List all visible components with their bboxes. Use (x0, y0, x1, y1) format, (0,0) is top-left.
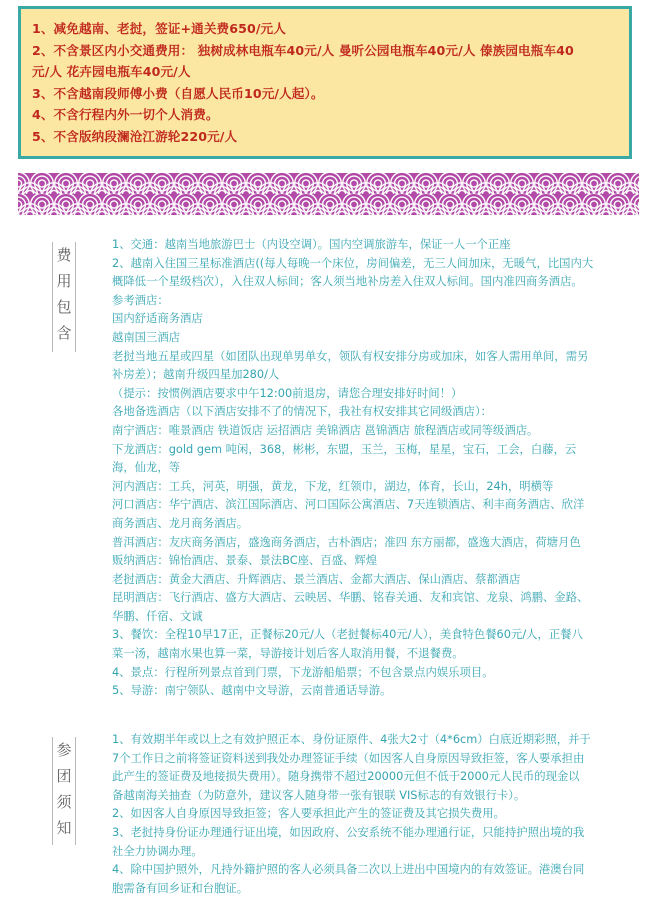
notice-box (18, 6, 632, 159)
fee-line: 河口酒店：华宁酒店、滨江国际酒店、河口国际公寓酒店、7天连锁酒店、利丰商务酒店、欣洋 (112, 497, 585, 512)
fee-line: 4、景点：行程所列景点首到门票，下龙游船船票；不包含景点内娱乐项目。 (112, 664, 494, 679)
notes-line: 3、老挝持身份证办理通行证出境，如因政府、公安系统不能办理通行证，只能持护照出境的我 (112, 824, 585, 839)
fee-line: 华鹏、仟宿、文诚 (112, 608, 203, 623)
fee-line: 补房差）；越南升级四星加280/人 (112, 367, 280, 382)
notes-line: 1、有效期半年或以上之有效护照正本、身份证原件、4张大2寸（4*6cm）白底近期彩照，并于 (112, 732, 591, 746)
fee-line: 2、越南入住国三星标准酒店((每人每晚一个床位，房间偏差，无三人间加床，无暖气，比国内大 (112, 255, 594, 270)
tour-notes-label (52, 737, 76, 845)
notice-line: 3、不含越南段师傅小费（自愿人民币10元/人起）。 (32, 85, 324, 101)
fee-line: 下龙酒店：gold gem 吨闲，368，彬彬，东盟，玉兰，玉梅，星星，宝石，工会，白藤，云 (112, 441, 577, 456)
notes-line: 7个工作日之前将签证资料送到我处办理签证手续（如因客人自身原因导致拒签，客人要承担由 (112, 750, 585, 765)
fee-line: 1、交通：越南当地旅游巴士（内设空调）。国内空调旅游车，保证一人一个正座 (112, 237, 511, 251)
fee-line: 3、餐饮：全程10早17正，正餐标20元/人（老挝餐标40元/人），美食特色餐60元/人，正餐八 (112, 627, 583, 642)
fee-line: 越南国三酒店 (112, 329, 181, 344)
fee-line: 昆明酒店：飞行酒店、盛方大酒店、云映居、华鹏、铭春关通、友和宾馆、龙泉、鸿鹏、金路、 (112, 590, 589, 605)
notes-line: 胞需备有回乡证和台胞证。 (112, 880, 249, 895)
notes-line: 此产生的签证费及地接损失费用）。随身携带不超过20000元但不低于2000元人民币的现金以 (112, 769, 580, 784)
fee-line: 参考酒店： (112, 292, 169, 307)
fee-line: 老挝酒店：黄金大酒店、升辉酒店、景兰酒店、金都大酒店、保山酒店、蔡都酒店 (112, 571, 521, 586)
label-char: 含 (56, 324, 72, 342)
label-char: 须 (56, 793, 72, 811)
notes-line: 4、除中国护照外，凡持外籍护照的客人必须具备二次以上进出中国境内的有效签证。港澳台同 (112, 862, 585, 877)
fee-line: 菜一汤，越南水果也算一菜，导游接计划后客人取消用餐，不退餐费。 (112, 646, 464, 661)
label-char: 用 (56, 272, 72, 290)
label-char: 包 (56, 298, 72, 316)
fee-included-label (52, 242, 76, 352)
fee-line: 国内舒适商务酒店 (112, 311, 203, 326)
fee-line: 河内酒店：工兵，河英，明强，黄龙，下龙，红领巾，湖边，体育，长山，24h，明横等 (112, 478, 554, 493)
notes-line: 2、如因客人自身原因导致拒签；客人要承担此产生的签证费及其它损失费用。 (112, 806, 505, 821)
label-char: 参 (56, 741, 72, 759)
fee-line: 老挝当地五星或四星（如团队出现单男单女，领队有权安排分房或加床，如客人需用单间，需另 (112, 348, 589, 363)
tour-notes-text (112, 730, 645, 897)
label-char: 知 (56, 819, 72, 837)
label-char: 团 (56, 767, 72, 785)
notice-line: 元/人 花卉园电瓶车40元/人 (32, 64, 191, 80)
label-char: 费 (56, 246, 72, 264)
notes-line: 社全力协调办理。 (112, 843, 203, 858)
notes-line: 备越南海关抽查（为防意外，建议客人随身带一张有银联 VIS标志的有效银行卡）。 (112, 787, 526, 802)
fee-line: 普洱酒店：友庆商务酒店，盛逸商务酒店，古朴酒店；准四 东方丽都，盛逸大酒店，荷塘月色 (112, 534, 581, 549)
notice-line: 4、不含行程内外一切个人消费。 (32, 107, 219, 123)
notice-line: 2、不含景区内小交通费用： 独树成林电瓶车40元/人 曼听公园电瓶车40元/人 傣族园电瓶车40 (32, 42, 574, 58)
fee-line: 各地备选酒店（以下酒店安排不了的情况下，我社有权安排其它同级酒店）： (112, 404, 493, 419)
notice-line: 1、减免越南、老挝，签证+通关费650/元人 (32, 21, 286, 36)
decorative-wave-band (18, 173, 639, 215)
fee-line: （提示：按惯例酒店要求中午12:00前退房，请您合理安排好时间！） (112, 385, 463, 400)
fee-line: 商务酒店、龙月商务酒店。 (112, 515, 249, 530)
fee-line: 5、导游：南宁领队、越南中文导游，云南普通话导游。 (112, 683, 392, 698)
notice-line: 5、不含版纳段澜沧江游轮220元/人 (32, 128, 238, 144)
fee-included-section (18, 230, 639, 720)
fee-line: 概降低一个星级档次），入住双人标间；客人须当地补房差入住双人标间。国内准四商务酒店。 (112, 274, 583, 289)
fee-line: 南宁酒店：唯景酒店 铁道饭店 运招酒店 美锦酒店 邕锦酒店 旅程酒店或同等级酒店。 (112, 422, 539, 437)
tour-notes-section (18, 725, 639, 897)
fee-included-text (112, 235, 645, 700)
fee-line: 贩纳酒店：锦怡酒店、景泰、景法BC座、百盛、辉煌 (112, 553, 378, 568)
fee-line: 海，仙龙，等 (112, 460, 181, 475)
